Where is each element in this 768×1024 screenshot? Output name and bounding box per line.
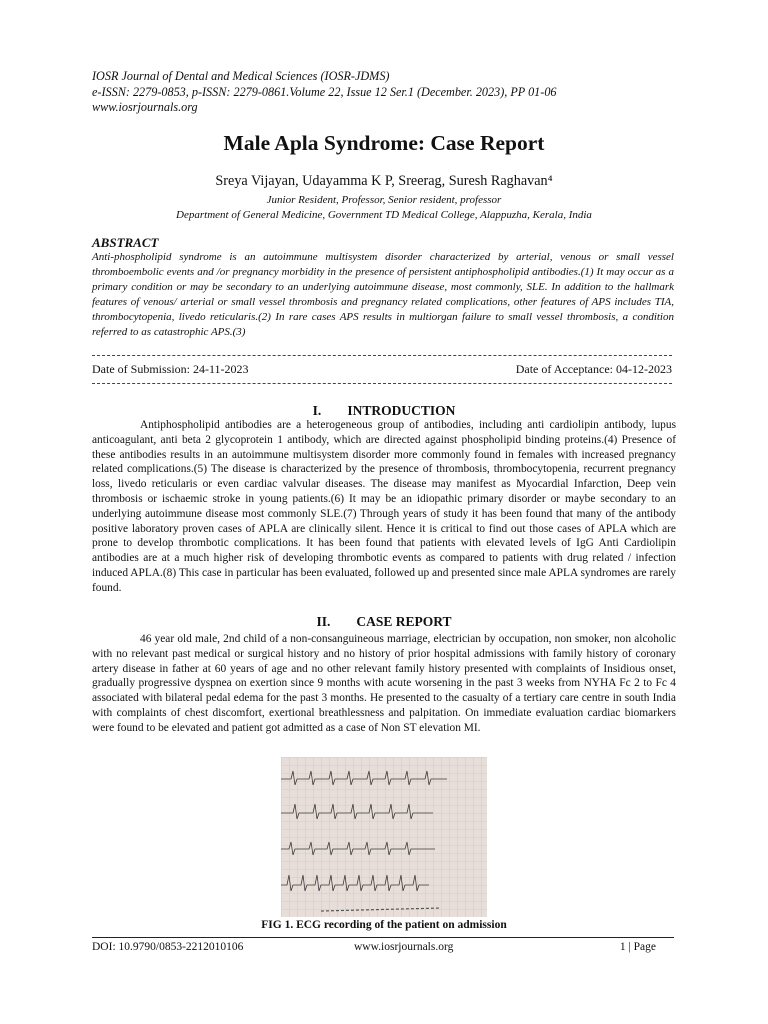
section-number: II. <box>316 614 331 629</box>
author-list: Sreya Vijayan, Udayamma K P, Sreerag, Suresh Raghavan⁴ <box>215 173 553 189</box>
section-title: INTRODUCTION <box>347 403 456 418</box>
figure-caption: FIG 1. ECG recording of the patient on admission <box>261 919 507 931</box>
ecg-figure-image <box>281 757 487 917</box>
paper-title: Male Apla Syndrome: Case Report <box>223 131 545 155</box>
section-heading-introduction <box>0 403 768 419</box>
introduction-paragraph: Antiphospholipid antibodies are a heterogeneous group of antibodies, including anti cardiolipin antibody, lupus anticoagulant, anti beta 2 glycoprotein 1 antibody, which are directed against phospholipid binding proteins.(4) Presence of these antibodies results in an autoimmune multisystem disorder more commonly found in females with increased pregnancy related complications.(5) The disease is characterized by the presence of thrombosis, thrombocytopenia, recurrent pregnancy loss, livedo reticularis or even cardiac valvular diseases. The disease may manifest as Myocardial Infarction, Deep vein thrombosis or ischaemic stroke in young patients.(6) It may be an idiopathic primary disorder or maybe secondary to an underlying autoimmune disease most commonly SLE.(7) Through years of study it has been found that many of the antibody positive laboratory proven cases of APLA are clinically silent. Hence it is critical to find out those cases of APLA which are prone to develop thrombotic complications. It has been found that patients with elevated levels of IgG Anti Cardiolipin antibodies are at a much higher risk of developing thrombotic events as compared to patients with drug related / infection induced APLA.(8) This case in particular has been evaluated, followed up and presented since male APLA syndromes are rarely found. <box>92 419 676 594</box>
affiliations <box>0 193 768 222</box>
journal-website: www.iosrjournals.org <box>92 100 198 114</box>
affiliation-roles: Junior Resident, Professor, Senior resident, professor <box>266 194 502 206</box>
case-report-body <box>92 632 676 736</box>
case-report-paragraph: 46 year old male, 2nd child of a non-consanguineous marriage, electrician by occupation, non smoker, non alcoholic with no relevant past medical or surgical history and no history of prior hospital admissions with family history of coronary artery disease in father at 60 years of age and no other relevant family history presented with complaints of Insidious onset, gradually progressive dyspnea on exertion since 9 months with acute worsening in the past 3 weeks from NYHA Fc 2 to Fc 4 associated with bilateral pedal edema for the past 3 months. He presented to the casualty of a tertiary care centre in south India with complaints of chest discomfort, exertional breathlessness and palpitation. On immediate evaluation cardiac biomarkers were found to be elevated and patient got admitted as a case of Non ST elevation MI. <box>92 633 676 734</box>
section-title: CASE REPORT <box>356 614 452 629</box>
introduction-body <box>92 418 676 596</box>
dashed-divider-top <box>92 355 672 357</box>
ecg-trace-icon <box>281 757 487 917</box>
journal-header <box>92 69 692 116</box>
acceptance-date: Date of Acceptance: 04-12-2023 <box>515 362 672 376</box>
dashed-divider-bottom <box>92 383 672 385</box>
abstract-text: Anti-phospholipid syndrome is an autoimmune multisystem disorder characterized by arterial, venous or small vessel thromboembolic events and /or pregnancy morbidity in the presence of persistent antiphospholipid antibodies.(1) It may occur as a primary condition or may be secondary to an underlying autoimmune disease, most commonly, SLE. In addition to the hallmark features of venous/ arterial or small vessel thrombosis and pregnancy related complications, other features of APS includes TIA, thrombocytopenia, livedo reticularis.(2) In rare cases APS results in multiorgan failure to small vessel thrombosis, a condition referred to as catastrophic APS.(3) <box>92 251 674 338</box>
abstract-heading: ABSTRACT <box>92 235 159 250</box>
section-number: I. <box>312 403 322 418</box>
affiliation-department: Department of General Medicine, Government TD Medical College, Alappuzha, Kerala, India <box>176 208 592 221</box>
section-heading-case-report <box>0 614 768 630</box>
submission-date: Date of Submission: 24-11-2023 <box>92 362 249 376</box>
journal-name: IOSR Journal of Dental and Medical Sciences (IOSR-JDMS) <box>92 69 390 83</box>
footer-doi: DOI: 10.9790/0853-2212010106 <box>92 941 244 953</box>
footer-divider <box>92 937 674 938</box>
issn-line: e-ISSN: 2279-0853, p-ISSN: 2279-0861.Volume 22, Issue 12 Ser.1 (December. 2023), PP 01-06 <box>92 84 557 99</box>
footer-website: www.iosrjournals.org <box>354 941 454 953</box>
footer-page-number: 1 | Page <box>619 941 656 953</box>
